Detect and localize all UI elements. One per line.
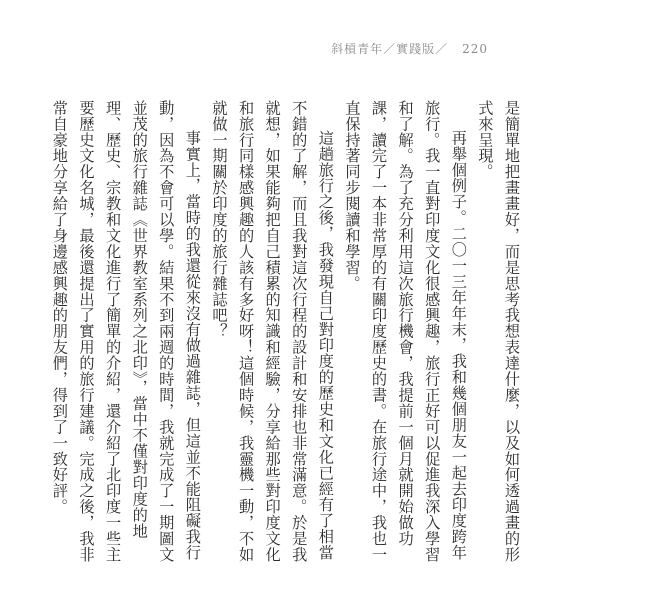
paragraph-continuation: 是簡單地把畫畫好，而是思考我想表達什麼，以及如何透過畫的形式來呈現。 <box>476 100 521 563</box>
paragraph: 這趟旅行之後，我發現自己對印度的歷史和文化已經有了相當不錯的了解，而且我對這次行程的設計和安排也非常滿意。於是我就想，如果能夠把自己積累的知識和經驗，分享給那些對印度文化和旅行同樣感興趣的人該有多好呀！這個時候，我靈機一動，不如就做一期關於印度的旅行雜誌吧？ <box>210 100 335 563</box>
vertical-text-block <box>46 100 525 570</box>
paragraph: 事實上，當時的我還從來沒有做過雜誌，但這並不能阻礙我行動，因為不會可以學。結果不到兩週的時間，我就完成了一期圖文並茂的旅行雜誌《世界教室系列之北印》，當中不僅對印度的地理、歷史、宗教和文化進行了簡單的介紹，還介紹了北印度一些主要歷史文化名城，最後還提出了實用的旅行建議。完成之後，我非常自豪地分享給了身邊感興趣的朋友們，得到了一致好評。 <box>50 100 202 563</box>
paragraph: 再舉個例子。二〇一三年年末，我和幾個朋友一起去印度跨年旅行。我一直對印度文化很感興趣，旅行正好可以促進我深入學習和了解。為了充分利用這次旅行機會，我提前一個月就開始做功課，讀完了一本非常厚的有關印度歷史的書。在旅行途中，我也一直保持著同步閱讀和學習。 <box>343 100 468 563</box>
page-number: 220 <box>462 42 488 56</box>
running-header <box>331 40 488 57</box>
book-title: 斜槓青年／實踐版／ <box>331 42 449 56</box>
